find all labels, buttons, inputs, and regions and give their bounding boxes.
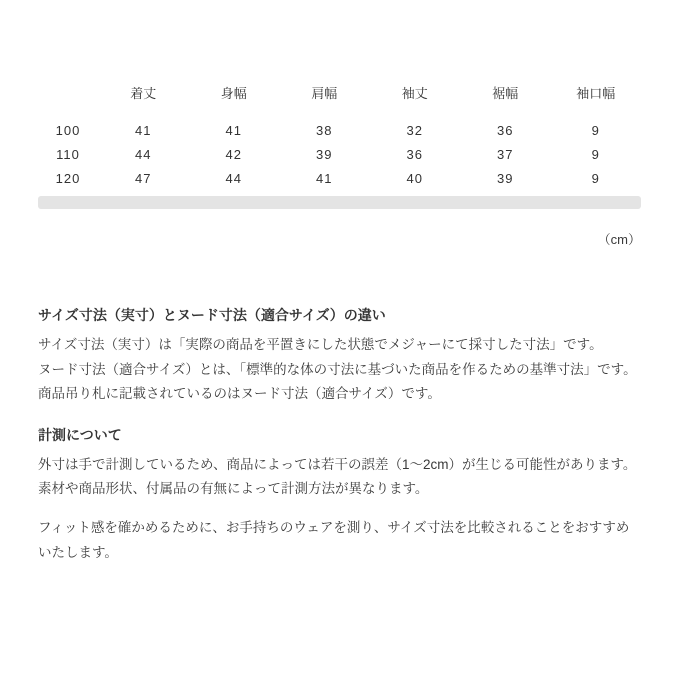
table-horizontal-scrollbar[interactable] — [38, 196, 641, 209]
size-label: 110 — [56, 146, 80, 162]
table-cell: 9 — [591, 122, 600, 138]
table-cell: 36 — [406, 146, 423, 162]
table-cell: 38 — [316, 122, 333, 138]
body-text-line: サイズ寸法（実寸）は「実際の商品を平置きにした状態でメジャーにて採寸した寸法」です。 — [38, 337, 603, 352]
table-row-size-110 — [38, 142, 641, 166]
table-row-size-100 — [38, 118, 641, 142]
table-cell: 32 — [406, 122, 423, 138]
body-text-line: ヌード寸法（適合サイズ）とは、「標準的な体の寸法に基づいた商品を作るための基準寸法」です。 — [38, 361, 637, 377]
table-cell: 41 — [135, 122, 152, 138]
column-header-body-width: 身幅 — [220, 86, 247, 101]
table-cell: 44 — [135, 146, 152, 162]
table-cell: 41 — [316, 170, 333, 186]
table-cell: 9 — [591, 170, 600, 186]
column-header-hem-width: 裾幅 — [492, 86, 519, 101]
table-cell: 39 — [497, 170, 514, 186]
table-cell: 9 — [591, 146, 600, 162]
section-measurement — [38, 426, 640, 502]
table-cell: 42 — [225, 146, 242, 162]
table-cell: 36 — [497, 122, 514, 138]
column-header-body-length: 着丈 — [130, 86, 157, 101]
table-row-size-120 — [38, 166, 641, 190]
table-cell: 44 — [225, 170, 242, 186]
column-header-shoulder-width: 肩幅 — [311, 86, 338, 101]
table-cell: 39 — [316, 146, 333, 162]
table-cell: 40 — [406, 170, 423, 186]
table-cell: 41 — [225, 122, 242, 138]
body-text-line: 商品吊り札に記載されているのはヌード寸法（適合サイズ）です。 — [38, 386, 441, 402]
body-text-line: 外寸は手で計測しているため、商品によっては若干の誤差（1〜2cm）が生じる可能性があります。 — [38, 456, 637, 472]
size-label: 120 — [55, 170, 81, 186]
size-chart-table — [38, 86, 641, 190]
column-header-cuff-width: 袖口幅 — [576, 86, 616, 101]
size-label: 100 — [55, 122, 81, 138]
footer-note: フィット感を確かめるために、お手持ちのウェアを測り、サイズ寸法を比較されることをおすすめいたします。 — [38, 519, 630, 560]
section-heading-size-difference: サイズ寸法（実寸）とヌード寸法（適合サイズ）の違い — [38, 307, 386, 323]
table-header-row — [38, 86, 641, 118]
column-header-sleeve-length: 袖丈 — [401, 86, 428, 101]
section-heading-measurement: 計測について — [38, 426, 122, 443]
column-header-size — [38, 86, 98, 118]
table-cell: 37 — [497, 146, 514, 162]
unit-label: （cm） — [597, 232, 641, 247]
section-size-difference — [38, 306, 640, 407]
body-text-line: 素材や商品形状、付属品の有無によって計測方法が異なります。 — [38, 481, 429, 497]
table-cell: 47 — [135, 170, 152, 186]
